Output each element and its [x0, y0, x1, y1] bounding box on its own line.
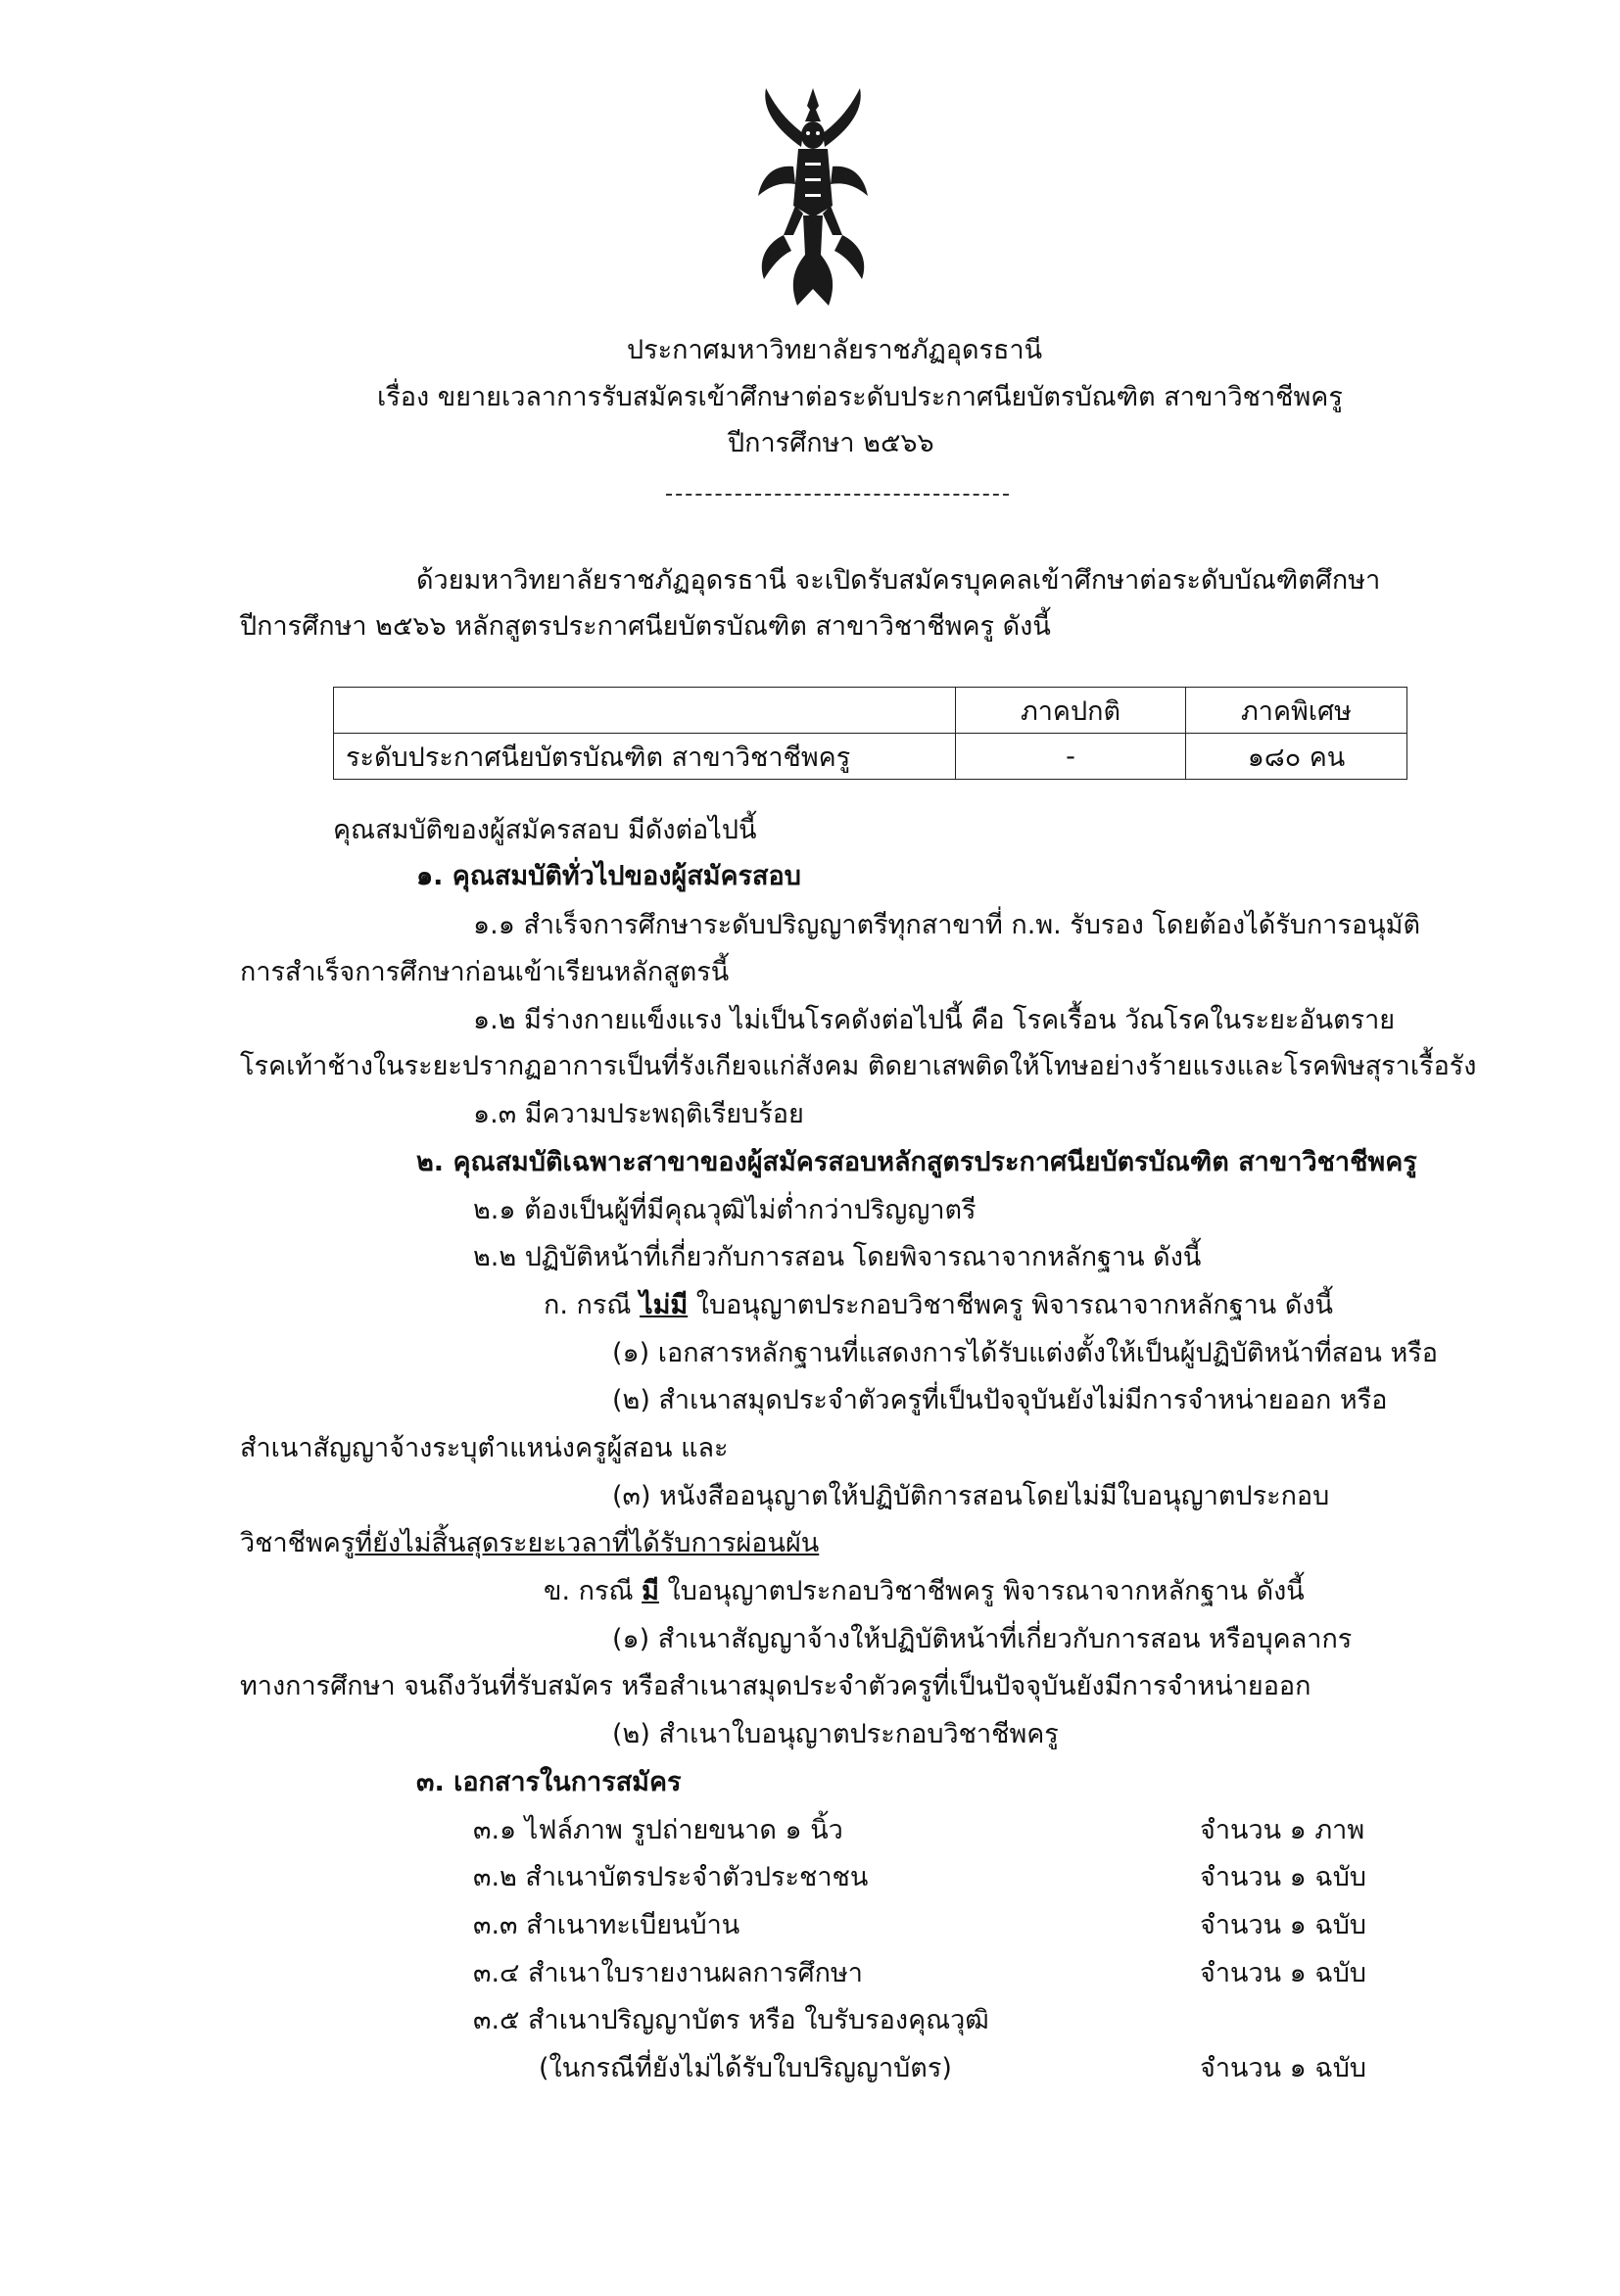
document-item: ๓.๑ ไฟล์ภาพ รูปถ่ายขนาด ๑ นิ้ว — [473, 1815, 843, 1845]
header-separator — [666, 494, 1009, 496]
qualification-intro: คุณสมบัติของผู้สมัครสอบ มีดังต่อไปนี้ — [333, 815, 757, 845]
section-1-title: ๑. คุณสมบัติทั่วไปของผู้สมัครสอบ — [416, 861, 801, 891]
case-ka-suffix: ใบอนุญาตประกอบวิชาชีพครู พิจารณาจากหลักฐาน ดังนี้ — [688, 1290, 1334, 1320]
document-quantity: จำนวน ๑ ฉบับ — [1200, 1910, 1367, 1940]
document-quantity: จำนวน ๑ ฉบับ — [1200, 1862, 1367, 1892]
case-ka-item-2-line-1: (๒) สำเนาสมุดประจำตัวครูที่เป็นปัจจุบันยังไม่มีการจำหน่ายออก หรือ — [612, 1385, 1388, 1415]
document-item: ๓.๕ สำเนาปริญญาบัตร หรือ ใบรับรองคุณวุฒิ — [473, 2005, 989, 2035]
item-1-3: ๑.๓ มีความประพฤติเรียบร้อย — [473, 1099, 804, 1129]
intro-line-1: ด้วยมหาวิทยาลัยราชภัฏอุดรธานี จะเปิดรับสมัครบุคคลเข้าศึกษาต่อระดับบัณฑิตศึกษา — [416, 565, 1381, 596]
table-header-cell — [334, 688, 956, 734]
table-header-cell: ภาคปกติ — [956, 688, 1186, 734]
garuda-emblem-icon — [754, 88, 872, 309]
case-kho-item-1-line-2: ทางการศึกษา จนถึงวันที่รับสมัคร หรือสำเนาสมุดประจำตัวครูที่เป็นปัจจุบันยังมีการจำหน่ายออก — [240, 1671, 1311, 1701]
table-cell: ระดับประกาศนียบัตรบัณฑิต สาขาวิชาชีพครู — [334, 734, 956, 780]
document-item-note: (ในกรณีที่ยังไม่ได้รับใบปริญญาบัตร) — [539, 2053, 952, 2083]
case-kho-item-2: (๒) สำเนาใบอนุญาตประกอบวิชาชีพครู — [612, 1719, 1059, 1749]
case-ka-line — [544, 1286, 1333, 1325]
case-ka-prefix: ก. กรณี — [544, 1290, 640, 1320]
case-kho-suffix: ใบอนุญาตประกอบวิชาชีพครู พิจารณาจากหลักฐาน ดังนี้ — [658, 1576, 1305, 1606]
document-quantity: จำนวน ๑ ฉบับ — [1200, 1958, 1367, 1988]
case-kho-item-1-line-1: (๑) สำเนาสัญญาจ้างให้ปฏิบัติหน้าที่เกี่ยวกับการสอน หรือบุคลากร — [612, 1624, 1353, 1654]
academic-year: ปีการศึกษา ๒๕๖๖ — [728, 428, 934, 458]
announcement-subject: เรื่อง ขยายเวลาการรับสมัครเข้าศึกษาต่อระดับประกาศนียบัตรบัณฑิต สาขาวิชาชีพครู — [377, 382, 1343, 412]
case-ka-item-3-underlined: ที่ยังไม่สิ้นสุดระยะเวลาที่ได้รับการผ่อนผัน — [355, 1528, 820, 1558]
document-item: ๓.๓ สำเนาทะเบียนบ้าน — [473, 1910, 740, 1940]
section-3-title: ๓. เอกสารในการสมัคร — [416, 1767, 682, 1797]
table-header-cell: ภาคพิเศษ — [1186, 688, 1407, 734]
item-1-2-line-2: โรคเท้าช้างในระยะปรากฏอาการเป็นที่รังเกียจแก่สังคม ติดยาเสพติดให้โทษอย่างร้ายแรงและโรคพิษสุราเรื้อรัง — [240, 1051, 1477, 1081]
item-1-1-line-2: การสำเร็จการศึกษาก่อนเข้าเรียนหลักสูตรนี้ — [240, 957, 730, 987]
case-ka-item-3-line-2 — [240, 1524, 819, 1563]
document-item: ๓.๒ สำเนาบัตรประจำตัวประชาชน — [473, 1862, 869, 1892]
item-2-1: ๒.๑ ต้องเป็นผู้ที่มีคุณวุฒิไม่ต่ำกว่าปริญญาตรี — [473, 1195, 977, 1225]
intro-line-2: ปีการศึกษา ๒๕๖๖ หลักสูตรประกาศนียบัตรบัณฑิต สาขาวิชาชีพครู ดังนี้ — [240, 611, 1051, 642]
case-ka-emphasis: ไม่มี — [640, 1290, 689, 1320]
case-kho-prefix: ข. กรณี — [544, 1576, 643, 1606]
item-1-2-line-1: ๑.๒ มีร่างกายแข็งแรง ไม่เป็นโรคดังต่อไปนี้ คือ โรคเรื้อน วัณโรคในระยะอันตราย — [473, 1005, 1396, 1035]
table-row — [334, 734, 1407, 780]
case-ka-item-3-prefix: วิชาชีพครู — [240, 1528, 356, 1558]
document-quantity: จำนวน ๑ ภาพ — [1200, 1815, 1365, 1845]
document-quantity: จำนวน ๑ ฉบับ — [1200, 2053, 1367, 2083]
case-ka-item-1: (๑) เอกสารหลักฐานที่แสดงการได้รับแต่งตั้งให้เป็นผู้ปฏิบัติหน้าที่สอน หรือ — [612, 1338, 1438, 1368]
item-1-1-line-1: ๑.๑ สำเร็จการศึกษาระดับปริญญาตรีทุกสาขาที่ ก.พ. รับรอง โดยต้องได้รับการอนุมัติ — [473, 910, 1420, 940]
table-cell: - — [956, 734, 1186, 780]
table-cell: ๑๘๐ คน — [1186, 734, 1407, 780]
case-ka-item-3-line-1: (๓) หนังสืออนุญาตให้ปฏิบัติการสอนโดยไม่มีใบอนุญาตประกอบ — [612, 1481, 1330, 1511]
case-kho-line — [544, 1572, 1305, 1611]
document-item: ๓.๔ สำเนาใบรายงานผลการศึกษา — [473, 1958, 863, 1988]
table-header-row — [334, 688, 1407, 734]
section-2-title: ๒. คุณสมบัติเฉพาะสาขาของผู้สมัครสอบหลักสูตรประกาศนียบัตรบัณฑิต สาขาวิชาชีพครู — [416, 1147, 1417, 1177]
item-2-2: ๒.๒ ปฏิบัติหน้าที่เกี่ยวกับการสอน โดยพิจารณาจากหลักฐาน ดังนี้ — [473, 1242, 1202, 1272]
quota-table — [333, 687, 1407, 780]
case-kho-emphasis: มี — [642, 1576, 659, 1606]
announcement-title: ประกาศมหาวิทยาลัยราชภัฏอุดรธานี — [627, 335, 1043, 365]
case-ka-item-2-line-2: สำเนาสัญญาจ้างระบุตำแหน่งครูผู้สอน และ — [240, 1433, 729, 1463]
